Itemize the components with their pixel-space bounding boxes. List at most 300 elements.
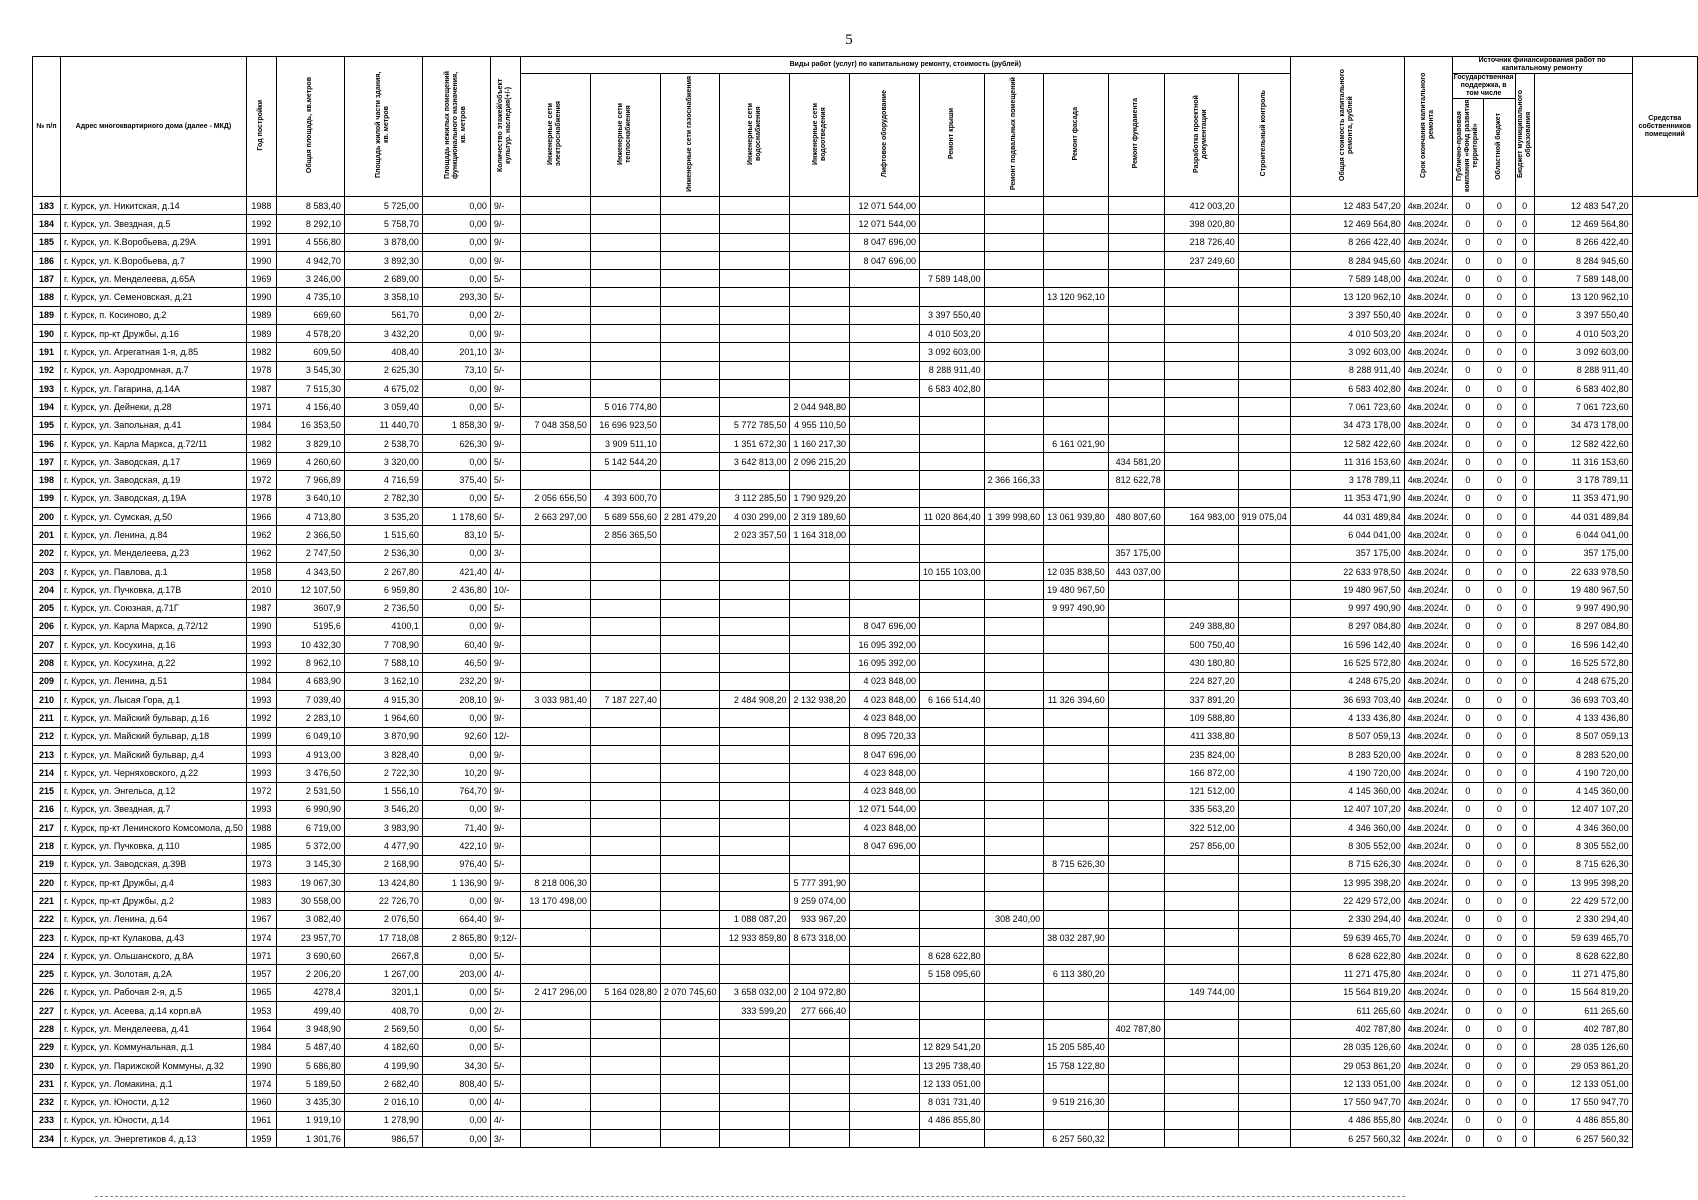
row-address: г. Курск, ул. Гагарина, д.14А	[61, 379, 247, 397]
row-address: г. Курск, ул. Карла Маркса, д.72/11	[61, 434, 247, 452]
row-work-cost	[520, 581, 590, 599]
row-work-cost	[720, 544, 790, 562]
row-address: г. Курск, пр-кт Дружбы, д.16	[61, 325, 247, 343]
row-regional: 0	[1484, 416, 1515, 434]
row-nonres-area: 1 178,60	[422, 508, 490, 526]
row-municipal: 0	[1515, 508, 1534, 526]
row-work-cost	[520, 197, 590, 215]
row-work-cost	[520, 636, 590, 654]
row-total-cost: 17 550 947,70	[1290, 1093, 1404, 1111]
row-work-cost: 2 663 297,00	[520, 508, 590, 526]
row-floors: 5/-	[490, 1075, 520, 1093]
row-work-cost	[920, 873, 985, 891]
row-work-cost: 257 856,00	[1164, 837, 1238, 855]
row-address: г. Курск, пр-кт Дружбы, д.2	[61, 892, 247, 910]
table-row	[33, 800, 1698, 818]
row-owners: 19 480 967,50	[1534, 581, 1632, 599]
row-floors: 9/-	[490, 672, 520, 690]
row-owners: 59 639 465,70	[1534, 928, 1632, 946]
row-work-cost	[920, 764, 985, 782]
row-work-cost	[720, 672, 790, 690]
row-work-cost: 933 967,20	[790, 910, 850, 928]
row-num: 188	[33, 288, 61, 306]
row-num: 220	[33, 873, 61, 891]
row-work-cost	[720, 947, 790, 965]
row-work-cost	[984, 855, 1044, 873]
row-total-cost: 8 283 520,00	[1290, 745, 1404, 763]
row-num: 231	[33, 1075, 61, 1093]
table-body	[33, 197, 1698, 1148]
row-total-area: 3 948,90	[276, 1020, 344, 1038]
row-total-area: 8 583,40	[276, 197, 344, 215]
row-work-cost: 3 033 981,40	[520, 691, 590, 709]
row-floors: 9/-	[490, 873, 520, 891]
row-work-cost	[520, 251, 590, 269]
row-floors: 10/-	[490, 581, 520, 599]
row-work-cost	[1164, 562, 1238, 580]
row-living-area: 408,40	[344, 343, 422, 361]
row-work-cost	[790, 306, 850, 324]
row-nonres-area: 83,10	[422, 526, 490, 544]
table-row	[33, 361, 1698, 379]
row-regional: 0	[1484, 965, 1515, 983]
row-address: г. Курск, ул. Ленина, д.64	[61, 910, 247, 928]
row-regional: 0	[1484, 983, 1515, 1001]
row-term: 4кв.2024г.	[1404, 892, 1452, 910]
row-address: г. Курск, ул. Запольная, д.41	[61, 416, 247, 434]
row-address: г. Курск, ул. Заводская, д.39В	[61, 855, 247, 873]
row-work-cost	[1164, 379, 1238, 397]
row-work-cost: 5 772 785,50	[720, 416, 790, 434]
row-municipal: 0	[1515, 306, 1534, 324]
row-work-cost	[920, 782, 985, 800]
row-work-cost: 3 397 550,40	[920, 306, 985, 324]
row-work-cost	[660, 837, 720, 855]
row-term: 4кв.2024г.	[1404, 636, 1452, 654]
row-floors: 5/-	[490, 361, 520, 379]
row-work-cost	[1044, 197, 1109, 215]
row-work-cost	[790, 288, 850, 306]
row-work-cost	[1108, 837, 1164, 855]
table-row	[33, 983, 1698, 1001]
row-municipal: 0	[1515, 745, 1534, 763]
row-work-cost	[720, 636, 790, 654]
row-total-area: 8 292,10	[276, 215, 344, 233]
row-work-cost	[1164, 471, 1238, 489]
row-work-cost	[790, 800, 850, 818]
row-regional: 0	[1484, 764, 1515, 782]
row-work-cost	[984, 325, 1044, 343]
row-work-cost	[520, 672, 590, 690]
row-num: 202	[33, 544, 61, 562]
row-work-cost: 13 120 962,10	[1044, 288, 1109, 306]
row-work-cost	[1044, 782, 1109, 800]
row-living-area: 5 725,00	[344, 197, 422, 215]
row-total-cost: 29 053 861,20	[1290, 1056, 1404, 1074]
row-regional: 0	[1484, 562, 1515, 580]
row-work-cost	[920, 416, 985, 434]
row-term: 4кв.2024г.	[1404, 1130, 1452, 1148]
row-municipal: 0	[1515, 800, 1534, 818]
row-regional: 0	[1484, 1002, 1515, 1020]
row-work-cost	[1164, 434, 1238, 452]
row-work-cost	[720, 819, 790, 837]
row-work-cost	[984, 983, 1044, 1001]
row-work-cost	[720, 197, 790, 215]
row-term: 4кв.2024г.	[1404, 1002, 1452, 1020]
row-work-cost	[1108, 928, 1164, 946]
row-num: 228	[33, 1020, 61, 1038]
row-work-cost	[920, 819, 985, 837]
row-work-cost	[660, 489, 720, 507]
row-term: 4кв.2024г.	[1404, 727, 1452, 745]
row-owners: 15 564 819,20	[1534, 983, 1632, 1001]
row-living-area: 2 689,00	[344, 270, 422, 288]
row-work-cost	[660, 416, 720, 434]
row-work-cost: 2 132 938,20	[790, 691, 850, 709]
row-total-cost: 4 190 720,00	[1290, 764, 1404, 782]
row-work-cost	[720, 599, 790, 617]
row-term: 4кв.2024г.	[1404, 581, 1452, 599]
row-living-area: 13 424,80	[344, 873, 422, 891]
row-work-cost	[720, 1056, 790, 1074]
row-work-cost	[1164, 1020, 1238, 1038]
row-total-area: 4 735,10	[276, 288, 344, 306]
row-work-cost	[720, 215, 790, 233]
row-work-cost	[660, 855, 720, 873]
row-work-cost	[590, 965, 660, 983]
row-owners: 17 550 947,70	[1534, 1093, 1632, 1111]
row-owners: 3 092 603,00	[1534, 343, 1632, 361]
row-work-cost	[850, 379, 920, 397]
row-work-cost	[850, 361, 920, 379]
row-municipal: 0	[1515, 434, 1534, 452]
table-row	[33, 691, 1698, 709]
row-term: 4кв.2024г.	[1404, 1075, 1452, 1093]
row-work-cost	[1108, 581, 1164, 599]
row-total-cost: 34 473 178,00	[1290, 416, 1404, 434]
table-row	[33, 672, 1698, 690]
row-work-cost	[920, 928, 985, 946]
row-work-cost	[1108, 1002, 1164, 1020]
row-term: 4кв.2024г.	[1404, 471, 1452, 489]
row-work-cost	[590, 306, 660, 324]
row-work-cost: 333 599,20	[720, 1002, 790, 1020]
row-address: г. Курск, ул. Майский бульвар, д.18	[61, 727, 247, 745]
row-work-cost: 12 071 544,00	[850, 197, 920, 215]
table-row	[33, 581, 1698, 599]
row-work-cost	[984, 1111, 1044, 1129]
row-owners: 11 316 153,60	[1534, 453, 1632, 471]
row-work-cost	[1238, 855, 1290, 873]
row-fund: 0	[1452, 562, 1483, 580]
row-work-cost	[590, 745, 660, 763]
row-floors: 5/-	[490, 508, 520, 526]
row-owners: 4 486 855,80	[1534, 1111, 1632, 1129]
row-work-cost	[1164, 544, 1238, 562]
row-work-cost	[1108, 270, 1164, 288]
row-work-cost: 13 295 738,40	[920, 1056, 985, 1074]
row-work-cost	[520, 837, 590, 855]
row-total-cost: 9 997 490,90	[1290, 599, 1404, 617]
row-work-cost	[984, 544, 1044, 562]
row-work-cost: 3 092 603,00	[920, 343, 985, 361]
row-work-cost: 5 158 095,60	[920, 965, 985, 983]
row-work-cost	[1164, 306, 1238, 324]
row-total-cost: 6 583 402,80	[1290, 379, 1404, 397]
row-work-cost	[920, 233, 985, 251]
row-total-cost: 28 035 126,60	[1290, 1038, 1404, 1056]
row-municipal: 0	[1515, 1002, 1534, 1020]
row-year: 1971	[246, 398, 276, 416]
row-work-cost	[790, 379, 850, 397]
row-work-cost: 9 519 216,30	[1044, 1093, 1109, 1111]
row-term: 4кв.2024г.	[1404, 1111, 1452, 1129]
row-num: 189	[33, 306, 61, 324]
row-work-cost	[590, 654, 660, 672]
row-work-cost	[1108, 1056, 1164, 1074]
row-work-cost: 9 997 490,90	[1044, 599, 1109, 617]
row-num: 211	[33, 709, 61, 727]
row-work-cost	[1044, 1020, 1109, 1038]
row-work-cost	[984, 453, 1044, 471]
row-floors: 9;12/-	[490, 928, 520, 946]
row-work-cost: 2 417 296,00	[520, 983, 590, 1001]
row-nonres-area: 71,40	[422, 819, 490, 837]
row-work-cost	[590, 1002, 660, 1020]
row-nonres-area: 34,30	[422, 1056, 490, 1074]
row-work-cost	[1044, 727, 1109, 745]
row-work-cost	[984, 1056, 1044, 1074]
row-year: 1989	[246, 306, 276, 324]
row-address: г. Курск, ул. Заводская, д.19А	[61, 489, 247, 507]
header-municipal: Бюджет муниципального образования	[1515, 74, 1534, 197]
row-work-cost	[920, 489, 985, 507]
row-living-area: 3201,1	[344, 983, 422, 1001]
row-work-cost	[790, 727, 850, 745]
row-nonres-area: 46,50	[422, 654, 490, 672]
row-fund: 0	[1452, 819, 1483, 837]
row-owners: 6 583 402,80	[1534, 379, 1632, 397]
row-work-cost: 2 484 908,20	[720, 691, 790, 709]
row-term: 4кв.2024г.	[1404, 965, 1452, 983]
header-work-design: Разработка проектной документации	[1164, 74, 1238, 197]
row-work-cost	[1164, 270, 1238, 288]
row-floors: 5/-	[490, 471, 520, 489]
row-living-area: 3 546,20	[344, 800, 422, 818]
row-work-cost: 1 351 672,30	[720, 434, 790, 452]
row-work-cost: 166 872,00	[1164, 764, 1238, 782]
row-nonres-area: 0,00	[422, 398, 490, 416]
row-fund: 0	[1452, 398, 1483, 416]
row-fund: 0	[1452, 270, 1483, 288]
row-nonres-area: 664,40	[422, 910, 490, 928]
row-floors: 3/-	[490, 544, 520, 562]
row-municipal: 0	[1515, 453, 1534, 471]
row-owners: 8 628 622,80	[1534, 947, 1632, 965]
row-floors: 5/-	[490, 526, 520, 544]
row-year: 1964	[246, 1020, 276, 1038]
row-num: 185	[33, 233, 61, 251]
row-work-cost	[1164, 288, 1238, 306]
row-regional: 0	[1484, 526, 1515, 544]
row-address: г. Курск, ул. Никитская, д.14	[61, 197, 247, 215]
header-work-roof: Ремонт крыши	[920, 74, 985, 197]
row-nonres-area: 201,10	[422, 343, 490, 361]
row-work-cost	[590, 1038, 660, 1056]
row-work-cost	[1108, 1130, 1164, 1148]
row-work-cost	[1108, 654, 1164, 672]
table-row	[33, 526, 1698, 544]
row-num: 210	[33, 691, 61, 709]
row-fund: 0	[1452, 800, 1483, 818]
row-total-cost: 3 092 603,00	[1290, 343, 1404, 361]
row-work-cost: 402 787,80	[1108, 1020, 1164, 1038]
row-nonres-area: 0,00	[422, 1111, 490, 1129]
row-nonres-area: 421,40	[422, 562, 490, 580]
row-owners: 44 031 489,84	[1534, 508, 1632, 526]
row-work-cost: 15 758 122,80	[1044, 1056, 1109, 1074]
row-work-cost	[1164, 599, 1238, 617]
row-owners: 12 469 564,80	[1534, 215, 1632, 233]
row-living-area: 1 964,60	[344, 709, 422, 727]
row-work-cost	[590, 727, 660, 745]
row-floors: 9/-	[490, 215, 520, 233]
row-fund: 0	[1452, 288, 1483, 306]
row-work-cost	[1164, 855, 1238, 873]
row-owners: 8 297 084,80	[1534, 617, 1632, 635]
row-num: 229	[33, 1038, 61, 1056]
row-nonres-area: 375,40	[422, 471, 490, 489]
header-total-cost: Общая стоимость капитального ремонта, рублей	[1290, 57, 1404, 197]
row-regional: 0	[1484, 361, 1515, 379]
row-year: 1978	[246, 361, 276, 379]
row-work-cost	[1044, 215, 1109, 233]
row-living-area: 2 076,50	[344, 910, 422, 928]
row-total-area: 4 556,80	[276, 233, 344, 251]
row-regional: 0	[1484, 1038, 1515, 1056]
row-work-cost	[1044, 819, 1109, 837]
row-work-cost	[1044, 1002, 1109, 1020]
row-work-cost: 2 104 972,80	[790, 983, 850, 1001]
row-living-area: 2 536,30	[344, 544, 422, 562]
row-owners: 8 507 059,13	[1534, 727, 1632, 745]
row-floors: 9/-	[490, 782, 520, 800]
row-work-cost	[520, 526, 590, 544]
table-row	[33, 1111, 1698, 1129]
row-address: г. Курск, ул. Ленина, д.84	[61, 526, 247, 544]
row-work-cost	[1238, 709, 1290, 727]
row-total-cost: 4 248 675,20	[1290, 672, 1404, 690]
row-fund: 0	[1452, 453, 1483, 471]
row-work-cost	[720, 306, 790, 324]
row-floors: 4/-	[490, 965, 520, 983]
row-address: г. Курск, ул. Дейнеки, д.28	[61, 398, 247, 416]
row-owners: 13 120 962,10	[1534, 288, 1632, 306]
row-total-cost: 2 330 294,40	[1290, 910, 1404, 928]
row-municipal: 0	[1515, 782, 1534, 800]
row-work-cost: 4 023 848,00	[850, 782, 920, 800]
row-work-cost	[790, 1056, 850, 1074]
row-regional: 0	[1484, 453, 1515, 471]
row-municipal: 0	[1515, 892, 1534, 910]
row-year: 1984	[246, 672, 276, 690]
row-work-cost	[1238, 1075, 1290, 1093]
row-work-cost	[1164, 398, 1238, 416]
row-fund: 0	[1452, 855, 1483, 873]
row-work-cost: 237 249,60	[1164, 251, 1238, 269]
row-year: 1962	[246, 544, 276, 562]
row-nonres-area: 60,40	[422, 636, 490, 654]
row-fund: 0	[1452, 508, 1483, 526]
table-row	[33, 965, 1698, 983]
row-work-cost	[984, 892, 1044, 910]
row-work-cost	[1108, 306, 1164, 324]
row-work-cost	[590, 288, 660, 306]
row-address: г. Курск, ул. Золотая, д.2А	[61, 965, 247, 983]
row-work-cost: 8 715 626,30	[1044, 855, 1109, 873]
header-address: Адрес многоквартирного дома (далее - МКД)	[61, 57, 247, 197]
row-work-cost: 1 164 318,00	[790, 526, 850, 544]
row-work-cost	[850, 1002, 920, 1020]
row-work-cost	[660, 636, 720, 654]
row-work-cost	[1238, 526, 1290, 544]
row-fund: 0	[1452, 947, 1483, 965]
row-living-area: 2 736,50	[344, 599, 422, 617]
row-work-cost	[790, 764, 850, 782]
row-work-cost	[790, 233, 850, 251]
row-owners: 34 473 178,00	[1534, 416, 1632, 434]
row-fund: 0	[1452, 489, 1483, 507]
row-work-cost	[590, 562, 660, 580]
row-work-cost: 4 955 110,50	[790, 416, 850, 434]
row-work-cost	[984, 819, 1044, 837]
row-owners: 6 044 041,00	[1534, 526, 1632, 544]
header-work-gas: Инженерные сети газоснабжения	[660, 74, 720, 197]
row-year: 1988	[246, 819, 276, 837]
row-address: г. Курск, ул. Сумская, д.50	[61, 508, 247, 526]
row-work-cost	[720, 233, 790, 251]
row-municipal: 0	[1515, 288, 1534, 306]
row-total-cost: 16 525 572,80	[1290, 654, 1404, 672]
row-work-cost	[520, 398, 590, 416]
row-work-cost	[790, 709, 850, 727]
row-work-cost: 277 666,40	[790, 1002, 850, 1020]
row-municipal: 0	[1515, 215, 1534, 233]
row-term: 4кв.2024г.	[1404, 233, 1452, 251]
row-work-cost	[920, 288, 985, 306]
row-floors: 9/-	[490, 745, 520, 763]
row-regional: 0	[1484, 544, 1515, 562]
row-year: 1984	[246, 1038, 276, 1056]
row-work-cost: 12 829 541,20	[920, 1038, 985, 1056]
row-work-cost	[1238, 416, 1290, 434]
row-work-cost	[920, 1002, 985, 1020]
row-work-cost	[790, 1130, 850, 1148]
row-work-cost	[590, 1130, 660, 1148]
row-work-cost	[520, 709, 590, 727]
row-work-cost	[1238, 764, 1290, 782]
row-address: г. Курск, ул. Семеновская, д.21	[61, 288, 247, 306]
row-work-cost: 335 563,20	[1164, 800, 1238, 818]
row-nonres-area: 2 436,80	[422, 581, 490, 599]
row-work-cost	[790, 947, 850, 965]
row-work-cost	[920, 215, 985, 233]
row-owners: 13 995 398,20	[1534, 873, 1632, 891]
row-work-cost	[720, 654, 790, 672]
row-municipal: 0	[1515, 764, 1534, 782]
row-total-cost: 6 257 560,32	[1290, 1130, 1404, 1148]
